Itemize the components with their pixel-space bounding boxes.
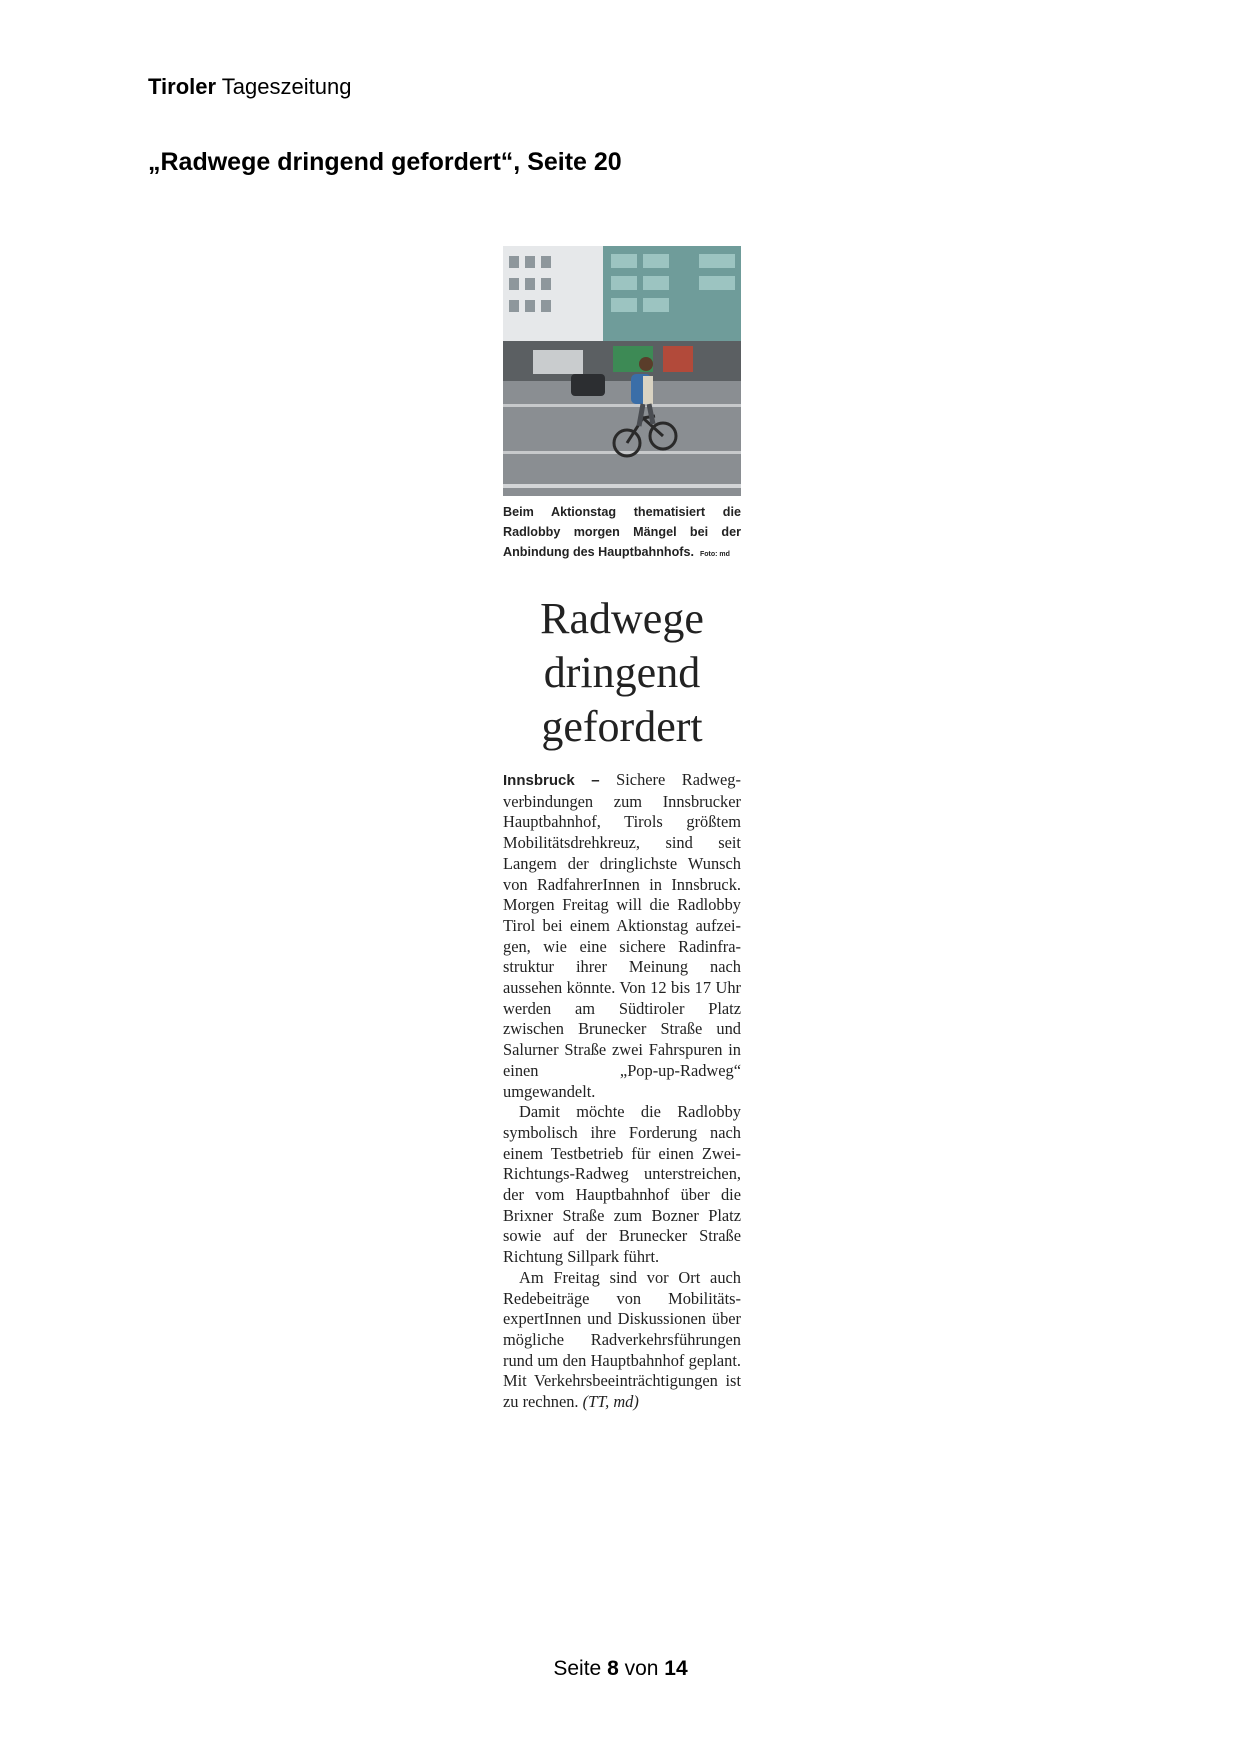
photo-caption-text: Beim Aktionstag thematisiert die Radlobby morgen Mängel bei der Anbindung des Hauptbahnhofs. <box>503 505 741 559</box>
article-paragraph-3 <box>503 1268 741 1413</box>
article-headline <box>503 592 741 754</box>
publication-name <box>148 74 351 100</box>
page-label: Seite <box>553 1657 602 1680</box>
page-footer <box>0 1657 1241 1681</box>
page-total: 14 <box>664 1657 688 1680</box>
headline-line: Radwege <box>540 594 704 643</box>
article-paragraph-1 <box>503 770 741 1102</box>
article-body <box>503 770 741 1413</box>
dateline: Innsbruck – <box>503 772 600 789</box>
paragraph-3-text: Am Freitag sind vor Ort auch Redebeiträge von MobilitätsexpertInnen und Diskussionen über mögliche Radverkehrsführungen rund um den Hauptbahnhof geplant. Mit Verkehrsbeeinträchtigungen ist zu rechnen. <box>503 1267 741 1412</box>
photo-caption <box>503 502 741 565</box>
author-signature: (TT, md) <box>582 1392 639 1412</box>
page-number: 8 <box>607 1657 619 1680</box>
newspaper-clipping <box>503 246 741 565</box>
headline-line: dringend <box>543 648 701 697</box>
headline-line: gefordert <box>541 702 703 751</box>
document-title: „Radwege dringend gefordert“, Seite 20 <box>148 148 622 176</box>
publication-name-bold: Tiroler <box>148 74 217 99</box>
article-paragraph-2: Damit möchte die Radlobby symbolisch ihre Forderung nach einem Testbetrieb für einen Zwei-Richtungs-Radweg unterstreichen, der vom Hauptbahnhof über die Brixner Straße zum Bozner Platz sowie auf der Brunecker Straße Richtung Sillpark führt. <box>503 1102 741 1267</box>
article-photo <box>503 246 741 496</box>
paragraph-1-text: Sichere Radwegverbindungen zum Innsbrucker Hauptbahnhof, Tirols größtem Mobilitätsdrehkreuz, sind seit Langem der dringlichste Wunsch von RadfahrerInnen in Innsbruck. Morgen Freitag will die Radlobby Tirol bei einem Aktionstag aufzeigen, wie eine sichere Radinfrastruktur ihrer Meinung nach aussehen könnte. Von 12 bis 17 Uhr werden am Südtiroler Platz zwischen Brunecker Straße und Salurner Straße zwei Fahrspuren in einen „Pop-up-Radweg“ umgewandelt. <box>503 770 741 1101</box>
publication-name-rest: Tageszeitung <box>221 74 352 99</box>
of-label: von <box>624 1657 659 1680</box>
photo-credit: Foto: md <box>700 551 730 558</box>
